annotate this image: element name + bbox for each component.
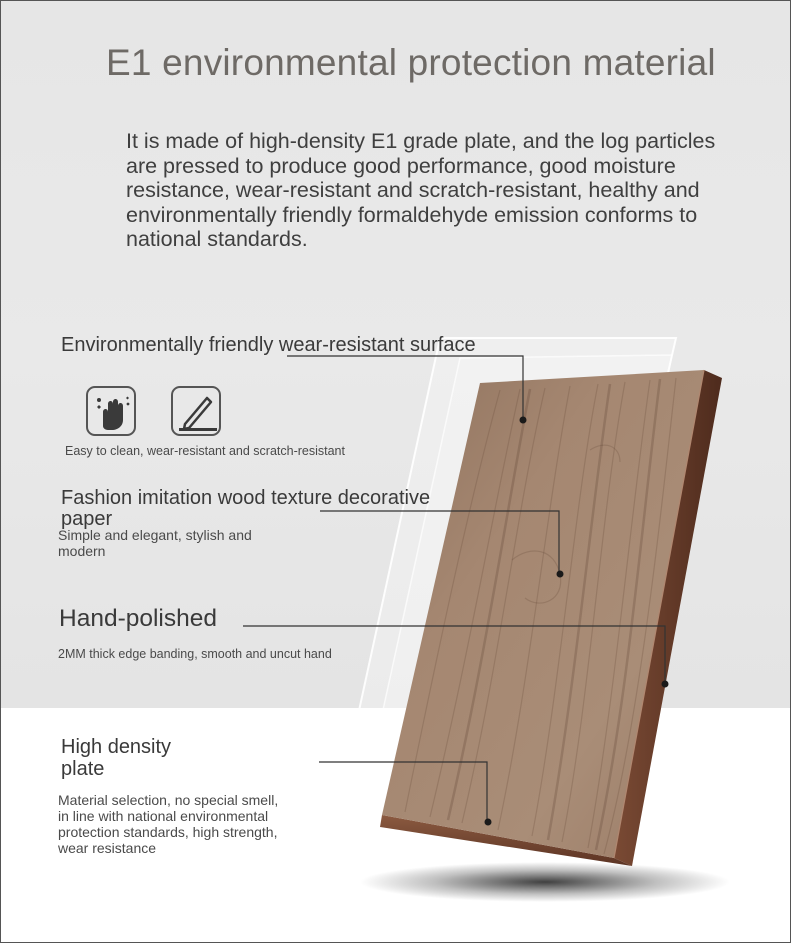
density-desc-line1: Material selection, no special smell, bbox=[58, 792, 279, 808]
density-title bbox=[61, 736, 171, 780]
paper-desc-line1: Simple and elegant, stylish and bbox=[58, 527, 252, 543]
scratch-resistant-icon bbox=[171, 386, 221, 436]
paper-desc-line2: modern bbox=[58, 542, 106, 559]
callout-dot-polish bbox=[662, 681, 669, 688]
surface-description: Easy to clean, wear-resistant and scratch-resistant bbox=[65, 444, 345, 458]
easy-clean-hand-icon bbox=[86, 386, 136, 436]
polish-title: Hand-polished bbox=[59, 605, 217, 632]
callout-dot-paper bbox=[557, 571, 564, 578]
paper-title-line2: paper bbox=[61, 508, 113, 530]
intro-paragraph: It is made of high-density E1 grade plate, and the log particles are pressed to produce good performance, good moisture resistance, wear-resistant and scratch-resistant, healthy and environmentally friendly formaldehyde emission conforms to national standards. bbox=[126, 129, 716, 251]
paper-title bbox=[61, 488, 430, 530]
surface-title: Environmentally friendly wear-resistant surface bbox=[61, 334, 476, 356]
density-desc-line3: protection standards, high strength, bbox=[58, 824, 278, 840]
board-shadow bbox=[360, 862, 730, 902]
density-title-line2: plate bbox=[61, 758, 105, 780]
density-desc-line2: in line with national environmental bbox=[58, 808, 269, 824]
paper-title-line1: Fashion imitation wood texture decorative bbox=[61, 487, 431, 509]
density-desc-line4: wear resistance bbox=[58, 840, 157, 856]
density-title-line1: High density bbox=[61, 736, 172, 758]
polish-description: 2MM thick edge banding, smooth and uncut hand bbox=[58, 647, 332, 661]
paper-description bbox=[58, 528, 252, 559]
scratch-pen-icon bbox=[173, 388, 223, 438]
hand-clean-icon bbox=[88, 388, 138, 438]
callout-dot-density bbox=[485, 819, 492, 826]
density-description bbox=[58, 792, 278, 856]
callout-dot-surface bbox=[520, 417, 527, 424]
page-title: E1 environmental protection material bbox=[106, 42, 716, 83]
